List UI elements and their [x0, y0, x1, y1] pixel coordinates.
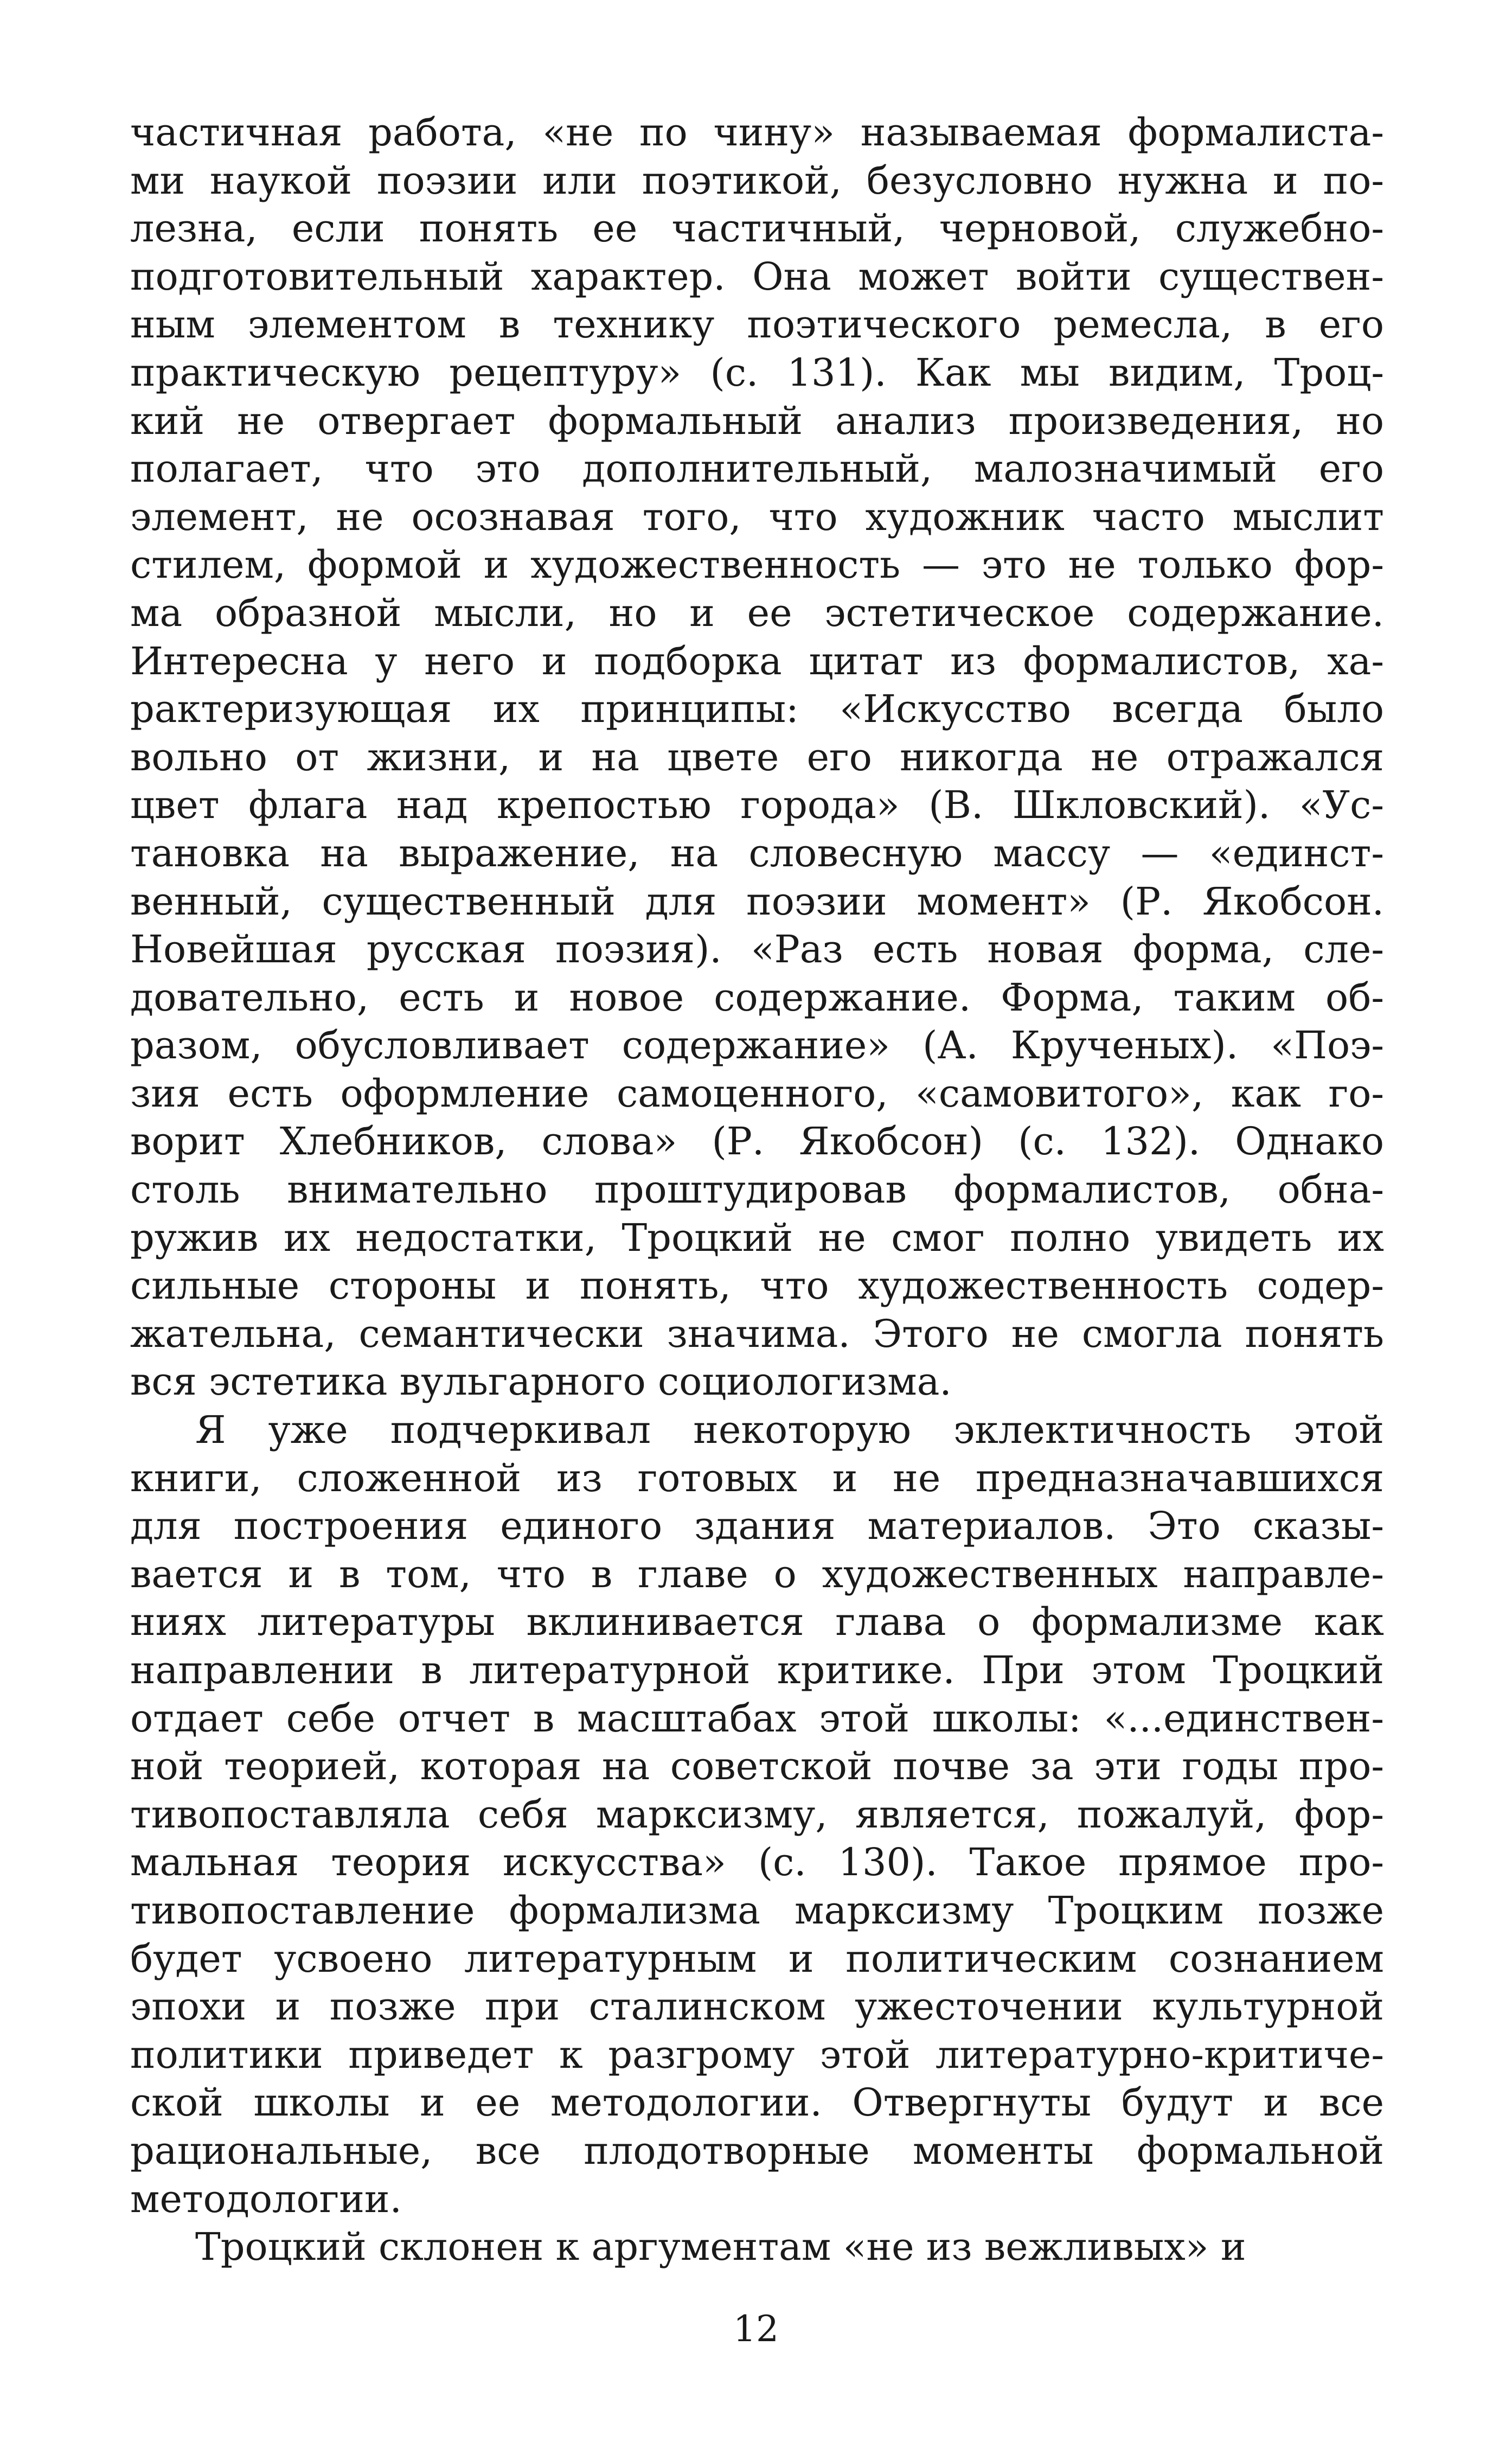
- text-line: тивопоставляла себя марксизму, является, пожалуй, фор-: [130, 1792, 1384, 1837]
- text-line: ным элементом в технику поэтического ремесла, в его: [130, 302, 1384, 347]
- text-line: тивопоставление формализма марксизму Троцким позже: [130, 1888, 1384, 1933]
- text-line: для построения единого здания материалов. Это сказы-: [130, 1504, 1384, 1549]
- text-line: ниях литературы вклинивается глава о формализме как: [130, 1600, 1384, 1645]
- text-line: мальная теория искусства» (с. 130). Такое прямое про-: [130, 1840, 1384, 1885]
- text-line: ской школы и ее методологии. Отвергнуты будут и все: [130, 2080, 1384, 2125]
- text-line: направлении в литературной критике. При этом Троцкий: [130, 1648, 1384, 1692]
- text-line: ворит Хлебников, слова» (Р. Якобсон) (с. 132). Однако: [130, 1119, 1384, 1164]
- text-line: методологии.: [130, 2176, 402, 2221]
- paragraph: [130, 2223, 1384, 2271]
- text-line: рациональные, все плодотворные моменты формальной: [130, 2128, 1384, 2173]
- text-line: лезна, если понять ее частичный, черновой, служебно-: [130, 206, 1384, 251]
- page-number: 12: [733, 2308, 779, 2350]
- text-line: отдает себе отчет в масштабах этой школы: «...единствен-: [130, 1696, 1384, 1741]
- text-line: Я уже подчеркивал некоторую эклектичность этой: [195, 1408, 1384, 1453]
- text-line: зия есть оформление самоценного, «самовитого», как го-: [130, 1071, 1384, 1116]
- text-line: политики приведет к разгрому этой литературно-критиче-: [130, 2032, 1384, 2077]
- text-line: Новейшая русская поэзия). «Раз есть новая форма, сле-: [130, 927, 1384, 972]
- text-line: книги, сложенной из готовых и не предназначавшихся: [130, 1455, 1384, 1500]
- text-line: вольно от жизни, и на цвете его никогда не отражался: [130, 734, 1384, 779]
- text-line: подготовительный характер. Она может войти существен-: [130, 254, 1384, 299]
- text-line: сильные стороны и понять, что художественность содер-: [130, 1263, 1384, 1308]
- text-line: цвет флага над крепостью города» (В. Шкловский). «Ус-: [130, 783, 1384, 828]
- text-line: ружив их недостатки, Троцкий не смог полно увидеть их: [130, 1215, 1384, 1260]
- text-line: стилем, формой и художественность — это не только фор-: [130, 542, 1384, 587]
- text-line: Троцкий склонен к аргументам «не из вежливых» и: [195, 2225, 1246, 2270]
- text-line: эпохи и позже при сталинском ужесточении культурной: [130, 1984, 1384, 2029]
- text-line: ма образной мысли, но и ее эстетическое содержание.: [130, 590, 1384, 635]
- text-line: жательна, семантически значима. Этого не смогла понять: [130, 1311, 1384, 1356]
- text-line: практическую рецептуру» (с. 131). Как мы видим, Троц-: [130, 350, 1384, 395]
- page-body: [130, 108, 1384, 2360]
- paragraph: [130, 108, 1384, 1406]
- text-line: тановка на выражение, на словесную массу — «единст-: [130, 830, 1384, 875]
- text-line: ной теорией, которая на советской почве за эти годы про-: [130, 1744, 1384, 1789]
- text-line: полагает, что это дополнительный, малозначимый его: [130, 446, 1384, 491]
- paragraph: [130, 1406, 1384, 2223]
- text-line: элемент, не осознавая того, что художник часто мыслит: [130, 494, 1384, 539]
- text-line: частичная работа, «не по чину» называемая формалиста-: [130, 110, 1384, 155]
- text-line: столь внимательно проштудировав формалистов, обна-: [130, 1167, 1384, 1212]
- text-line: ми наукой поэзии или поэтикой, безусловно нужна и по-: [130, 158, 1384, 203]
- text-line: вается и в том, что в главе о художественных направле-: [130, 1551, 1384, 1596]
- text-line: рактеризующая их принципы: «Искусство всегда было: [130, 687, 1384, 732]
- text-line: венный, существенный для поэзии момент» (Р. Якобсон.: [130, 879, 1384, 924]
- text-line: разом, обусловливает содержание» (А. Крученых). «Поэ-: [130, 1023, 1384, 1068]
- text-line: кий не отвергает формальный анализ произведения, но: [130, 398, 1384, 443]
- text-line: Интересна у него и подборка цитат из формалистов, ха-: [130, 638, 1384, 683]
- text-line: довательно, есть и новое содержание. Форма, таким об-: [130, 975, 1384, 1020]
- text-line: будет усвоено литературным и политическим сознанием: [130, 1936, 1384, 1981]
- text-line: вся эстетика вульгарного социологизма.: [130, 1359, 952, 1404]
